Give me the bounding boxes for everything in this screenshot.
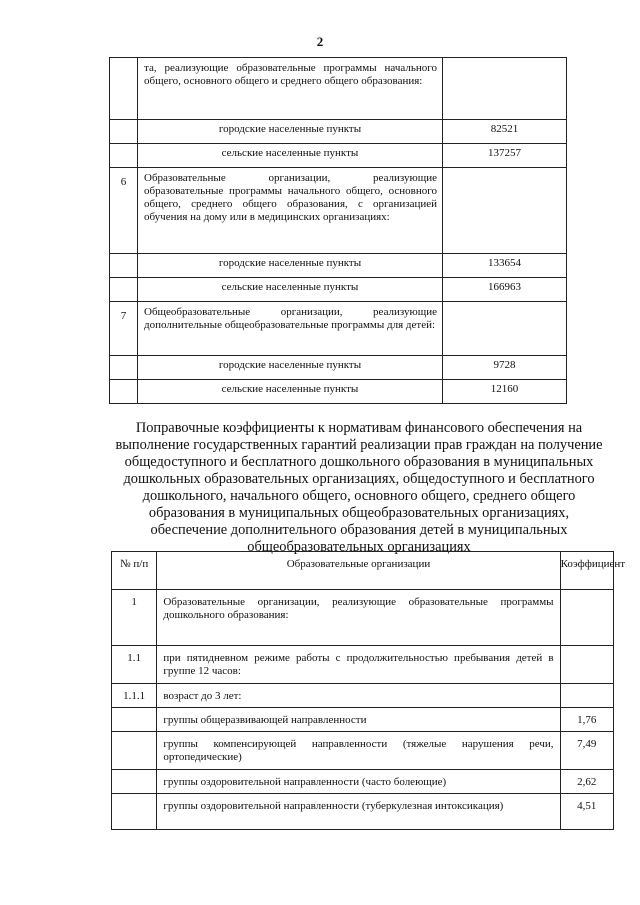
row-number: [110, 356, 138, 380]
table-header-row: [112, 552, 614, 590]
row-number: 1.1: [112, 646, 157, 684]
table-row: [110, 168, 567, 254]
table-row: [112, 684, 614, 708]
row-value: 7,49: [560, 732, 613, 770]
row-text: Общеобразовательные организации, реализующие дополнительные общеобразовательные программы для детей:: [138, 302, 443, 356]
table-row: [112, 732, 614, 770]
row-value: 12160: [443, 380, 567, 404]
table-row: [112, 708, 614, 732]
row-value: [443, 302, 567, 356]
table-row: [112, 590, 614, 646]
row-value: [560, 646, 613, 684]
coefficients-table: [111, 551, 626, 830]
row-number: 7: [110, 302, 138, 356]
row-value: [443, 168, 567, 254]
table-row: [110, 302, 567, 356]
table-row: [110, 356, 567, 380]
row-text: сельские населенные пункты: [138, 144, 443, 168]
table-row: [112, 794, 614, 830]
row-number: [110, 144, 138, 168]
row-text: группы оздоровительной направленности (туберкулезная интоксикация): [157, 794, 560, 830]
row-text: Образовательные организации, реализующие образовательные программы дошкольного образования:: [157, 590, 560, 646]
row-text: городские населенные пункты: [138, 120, 443, 144]
table-row: [112, 770, 614, 794]
table-row: [110, 120, 567, 144]
row-value: [560, 590, 613, 646]
row-number: [112, 732, 157, 770]
table-row: [110, 380, 567, 404]
row-text: Образовательные организации, реализующие образовательные программы начального общего, основного общего, среднего общего образования, с организацией обучения на дому или в медицинских организациях:: [138, 168, 443, 254]
row-value: 1,76: [560, 708, 613, 732]
row-number: [110, 380, 138, 404]
row-number: [110, 278, 138, 302]
row-value: 4,51: [560, 794, 613, 830]
row-value: 133654: [443, 254, 567, 278]
row-number: 6: [110, 168, 138, 254]
row-text: городские населенные пункты: [138, 254, 443, 278]
header-coefficient: Коэффициент: [560, 552, 613, 590]
row-value: 2,62: [560, 770, 613, 794]
table-row: [110, 278, 567, 302]
header-number: № п/п: [112, 552, 157, 590]
row-text: возраст до 3 лет:: [157, 684, 560, 708]
row-text: та, реализующие образовательные программы начального общего, основного общего и среднего общего образования:: [138, 58, 443, 120]
row-text: сельские населенные пункты: [138, 278, 443, 302]
page-number: 2: [316, 34, 324, 49]
table-row: [110, 58, 567, 120]
row-value: 82521: [443, 120, 567, 144]
header-organizations: Образовательные организации: [157, 552, 560, 590]
row-number: [112, 794, 157, 830]
row-number: [110, 120, 138, 144]
row-text: группы компенсирующей направленности (тяжелые нарушения речи, ортопедические): [157, 732, 560, 770]
row-number: [112, 708, 157, 732]
row-number: [110, 58, 138, 120]
row-text: группы общеразвивающей направленности: [157, 708, 560, 732]
row-value: [560, 684, 613, 708]
row-number: 1.1.1: [112, 684, 157, 708]
row-number: [112, 770, 157, 794]
row-text: городские населенные пункты: [138, 356, 443, 380]
row-value: 9728: [443, 356, 567, 380]
table-row: [112, 646, 614, 684]
row-text: при пятидневном режиме работы с продолжительностью пребывания детей в группе 12 часов:: [157, 646, 560, 684]
row-number: 1: [112, 590, 157, 646]
row-value: [443, 58, 567, 120]
row-value: 137257: [443, 144, 567, 168]
row-text: группы оздоровительной направленности (часто болеющие): [157, 770, 560, 794]
section-heading: Поправочные коэффициенты к нормативам финансового обеспечения на выполнение государственных гарантий реализации прав граждан на получение общедоступного и бесплатного дошкольного образования в муниципальных дошкольных образовательных организациях, общедоступного и бесплатного дошкольного, начального общего, основного общего, среднего общего образования в муниципальных общеобразовательных организациях, обеспечение дополнительного образования детей в муниципальных общеобразовательных организациях: [115, 420, 603, 555]
table-row: [110, 144, 567, 168]
row-text: сельские населенные пункты: [138, 380, 443, 404]
row-value: 166963: [443, 278, 567, 302]
table-row: [110, 254, 567, 278]
institutions-table: [109, 57, 567, 404]
row-number: [110, 254, 138, 278]
